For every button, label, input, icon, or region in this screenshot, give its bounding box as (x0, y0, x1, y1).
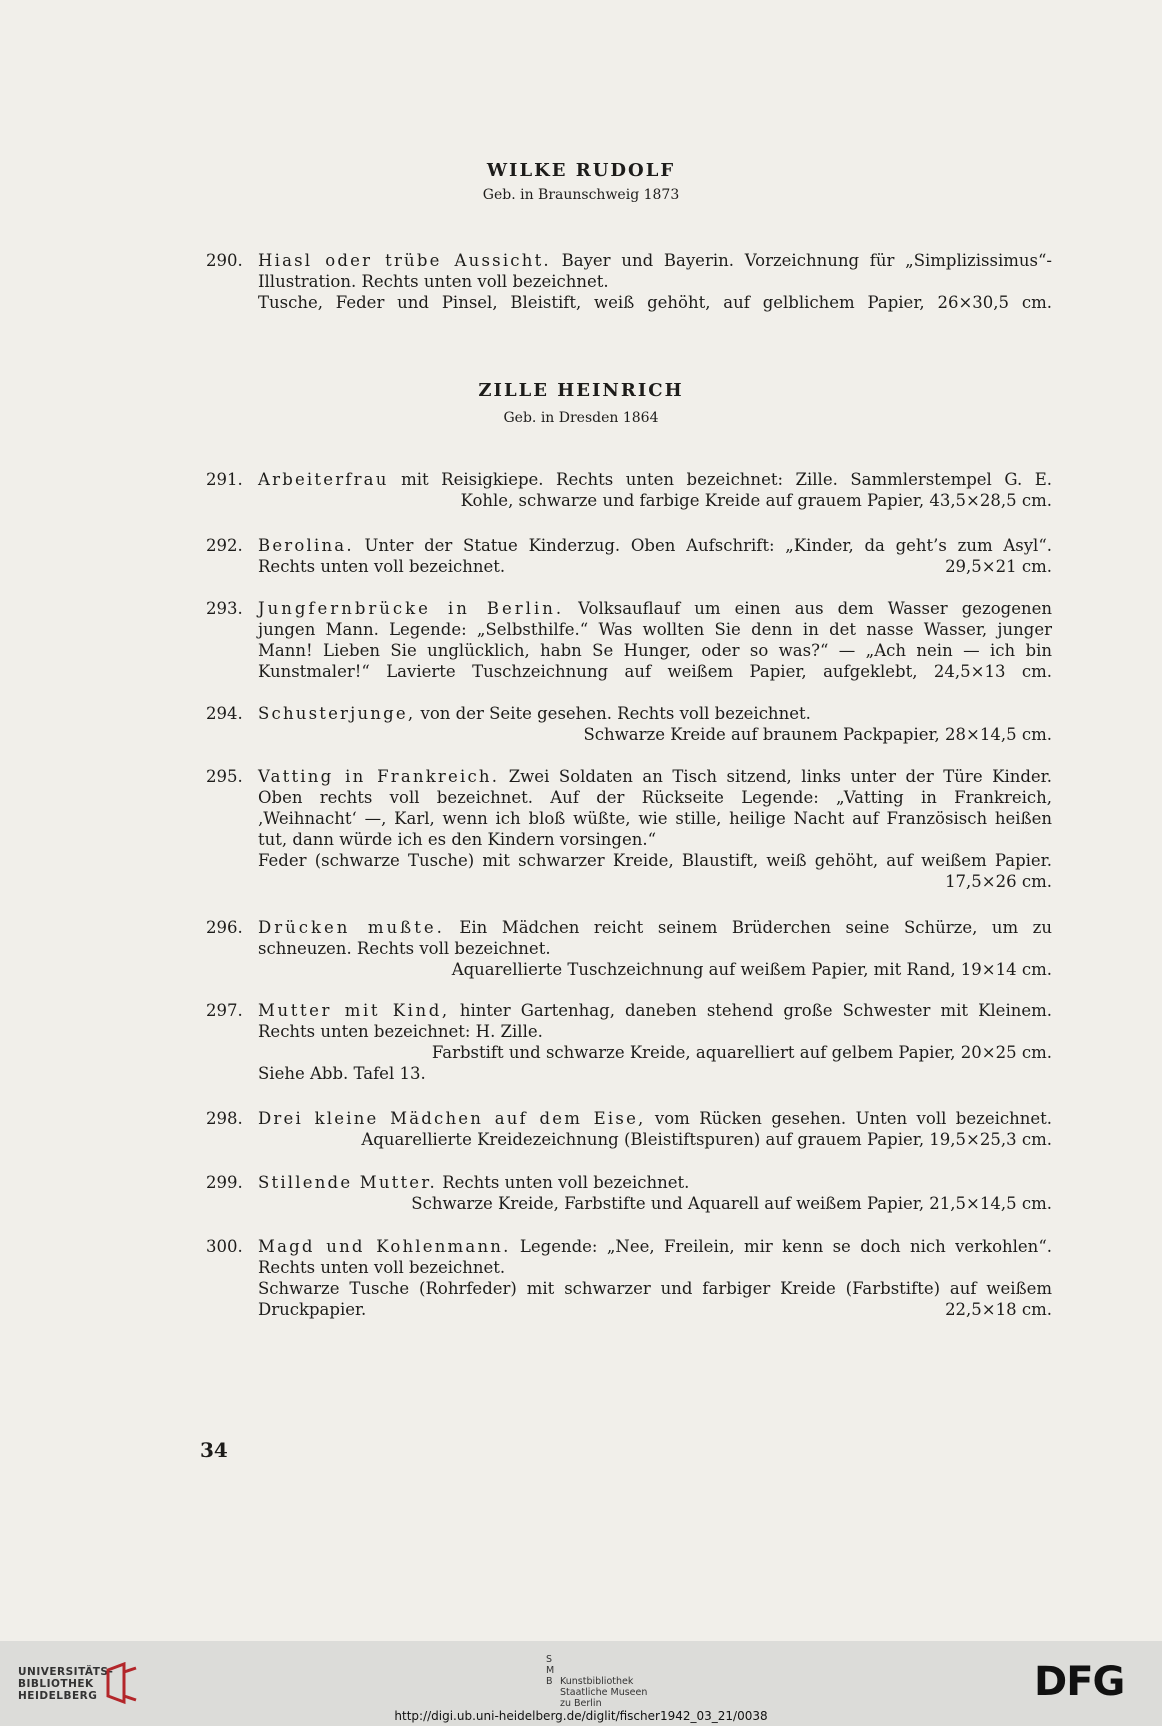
entry-line (258, 535, 1052, 556)
catalog-entry-297 (206, 1000, 1052, 1084)
entry-line: Aquarellierte Tuschzeichnung auf weißem Papier, mit Rand, 19×14 cm. (451, 960, 1052, 979)
entry-text: Rechts unten voll bezeichnet. (258, 557, 506, 576)
entry-text: Zwei Soldaten an Tisch sitzend, links unter der Türe Kinder. (499, 767, 1052, 786)
entry-line: Kunstmaler!“ Lavierte Tuschzeichnung auf weißem Papier, aufgeklebt, 24,5×13 cm. (258, 662, 1052, 681)
artist-heading-wilke (0, 160, 1162, 203)
monogram-letter: M (546, 1665, 555, 1676)
entry-line: Feder (schwarze Tusche) mit schwarzer Kreide, Blaustift, weiß gehöht, auf weißem Papier. (258, 851, 1052, 870)
entry-text: Druckpapier. (258, 1300, 367, 1319)
entry-line: tut, dann würde ich es den Kindern vorsingen.“ (258, 830, 657, 849)
entry-text: mit Reisigkiepe. Rechts unten bezeichnet: Zille. Sammlerstempel G. E. (388, 470, 1052, 489)
entry-line: Kohle, schwarze und farbige Kreide auf grauem Papier, 43,5×28,5 cm. (460, 491, 1052, 510)
entry-line (258, 1299, 1052, 1320)
entry-dimensions: 22,5×18 cm. (945, 1300, 1052, 1319)
library-line: HEIDELBERG (18, 1690, 98, 1702)
entry-line: Farbstift und schwarze Kreide, aquarelliert auf gelbem Papier, 20×25 cm. (431, 1043, 1052, 1062)
museum-line: Kunstbibliothek (560, 1676, 634, 1687)
entry-title: Jungfernbrücke in Berlin. (258, 599, 565, 618)
entry-line (258, 1172, 1052, 1193)
dfg-logo: DFG (1034, 1659, 1125, 1705)
entry-title: Stillende Mutter. (258, 1173, 437, 1192)
entry-number: 291. (206, 470, 243, 489)
page-number: 34 (200, 1438, 228, 1462)
entry-line (258, 1108, 1052, 1129)
entry-title: Mutter mit Kind, (258, 1001, 450, 1020)
museum-line: zu Berlin (560, 1698, 602, 1709)
entry-line: schneuzen. Rechts voll bezeichnet. (258, 939, 551, 958)
entry-number: 295. (206, 767, 243, 786)
entry-text: Volksauflauf um einen aus dem Wasser gezogenen (564, 599, 1052, 618)
catalog-entry-291 (206, 469, 1052, 511)
catalog-entry-293 (206, 598, 1052, 682)
university-library-logo-icon (104, 1662, 138, 1706)
entry-text: von der Seite gesehen. Rechts voll bezeichnet. (415, 704, 811, 723)
digitization-footer (0, 1641, 1162, 1726)
entry-title: Schusterjunge, (258, 704, 416, 723)
permalink-url[interactable]: http://digi.ub.uni-heidelberg.de/diglit/fischer1942_03_21/0038 (394, 1709, 768, 1723)
catalog-entry-298 (206, 1108, 1052, 1150)
entry-title: Arbeiterfrau (258, 470, 389, 489)
sm-monogram (546, 1654, 560, 1687)
entry-line: Rechts unten bezeichnet: H. Zille. (258, 1022, 543, 1041)
entry-text: Ein Mädchen reicht seinem Brüderchen seine Schürze, um zu (444, 918, 1052, 937)
entry-line: Tusche, Feder und Pinsel, Bleistift, weiß gehöht, auf gelblichem Papier, 26×30,5 cm. (258, 293, 1052, 312)
entry-line: 17,5×26 cm. (945, 872, 1052, 891)
museum-text (560, 1676, 647, 1709)
entry-title: Magd und Kohlenmann. (258, 1237, 511, 1256)
entry-line: Schwarze Tusche (Rohrfeder) mit schwarzer und farbiger Kreide (Farbstifte) auf weißem (258, 1279, 1052, 1298)
university-library-label (18, 1666, 113, 1702)
entry-text: vom Rücken gesehen. Unten voll bezeichnet. (645, 1109, 1052, 1128)
entry-line (258, 598, 1052, 619)
entry-title: Berolina. (258, 536, 354, 555)
entry-text: Bayer und Bayerin. Vorzeichnung für „Simplizissimus“- (550, 251, 1052, 270)
entry-number: 297. (206, 1001, 243, 1020)
entry-dimensions: 29,5×21 cm. (945, 557, 1052, 576)
entry-line: jungen Mann. Legende: „Selbsthilfe.“ Was wollten Sie denn in det nasse Wasser, junger (258, 620, 1052, 639)
entry-text: Unter der Statue Kinderzug. Oben Aufschrift: „Kinder, da geht’s zum Asyl“. (353, 536, 1052, 555)
entry-title: Hiasl oder trübe Aussicht. (258, 251, 551, 270)
artist-heading-zille (0, 380, 1162, 426)
library-line: UNIVERSITÄTS- (18, 1666, 114, 1678)
catalog-entry-292 (206, 535, 1052, 577)
entry-line (258, 1236, 1052, 1257)
entry-title: Vatting in Frankreich. (258, 767, 500, 786)
entry-title: Drücken mußte. (258, 918, 445, 937)
entry-number: 292. (206, 536, 243, 555)
artist-name: WILKE RUDOLF (486, 160, 676, 181)
catalog-entry-294 (206, 703, 1052, 745)
catalog-entry-295 (206, 766, 1052, 892)
catalog-entry-290 (206, 250, 1052, 313)
entry-line (258, 469, 1052, 490)
entry-title: Drei kleine Mädchen auf dem Eise, (258, 1109, 646, 1128)
entry-number: 296. (206, 918, 243, 937)
entry-text: hinter Gartenhag, daneben stehend große Schwester mit Kleinem. (449, 1001, 1052, 1020)
monogram-letter: B (546, 1676, 553, 1687)
entry-number: 293. (206, 599, 243, 618)
entry-number: 290. (206, 251, 243, 270)
entry-line: Schwarze Kreide auf braunem Packpapier, 28×14,5 cm. (583, 725, 1052, 744)
artist-birth: Geb. in Dresden 1864 (503, 410, 659, 426)
entry-line: Rechts unten voll bezeichnet. (258, 1258, 506, 1277)
entry-line: Mann! Lieben Sie unglücklich, habn Se Hunger, oder so was?“ — „Ach nein — ich bin (258, 641, 1052, 660)
entry-line: ‚Weihnacht‘ —, Karl, wenn ich bloß wüßte, wie stille, heilige Nacht auf Französisch heißen (258, 809, 1052, 828)
catalog-entry-299 (206, 1172, 1052, 1214)
entry-line (258, 766, 1052, 787)
entry-number: 298. (206, 1109, 243, 1128)
entry-text: Rechts unten voll bezeichnet. (437, 1173, 690, 1192)
entry-line: Schwarze Kreide, Farbstifte und Aquarell auf weißem Papier, 21,5×14,5 cm. (411, 1194, 1052, 1213)
entry-line (258, 556, 1052, 577)
entry-line (258, 250, 1052, 271)
monogram-letter: S (546, 1654, 553, 1665)
entry-number: 299. (206, 1173, 243, 1192)
museum-line: Staatliche Museen (560, 1687, 648, 1698)
entry-line (258, 1000, 1052, 1021)
entry-line: Siehe Abb. Tafel 13. (258, 1064, 426, 1083)
entry-number: 300. (206, 1237, 243, 1256)
entry-line: Aquarellierte Kreidezeichnung (Bleistiftspuren) auf grauem Papier, 19,5×25,3 cm. (361, 1130, 1052, 1149)
entry-text: Legende: „Nee, Freilein, mir kenn se doch nich verkohlen“. (510, 1237, 1052, 1256)
artist-name: ZILLE HEINRICH (478, 380, 684, 401)
catalog-entry-300 (206, 1236, 1052, 1320)
entry-line: Illustration. Rechts unten voll bezeichnet. (258, 272, 609, 291)
entry-line (258, 917, 1052, 938)
catalog-entry-296 (206, 917, 1052, 980)
artist-birth: Geb. in Braunschweig 1873 (482, 187, 680, 203)
library-line: BIBLIOTHEK (18, 1678, 94, 1690)
entry-line: Oben rechts voll bezeichnet. Auf der Rückseite Legende: „Vatting in Frankreich, (258, 788, 1052, 807)
entry-line (258, 703, 1052, 724)
entry-number: 294. (206, 704, 243, 723)
